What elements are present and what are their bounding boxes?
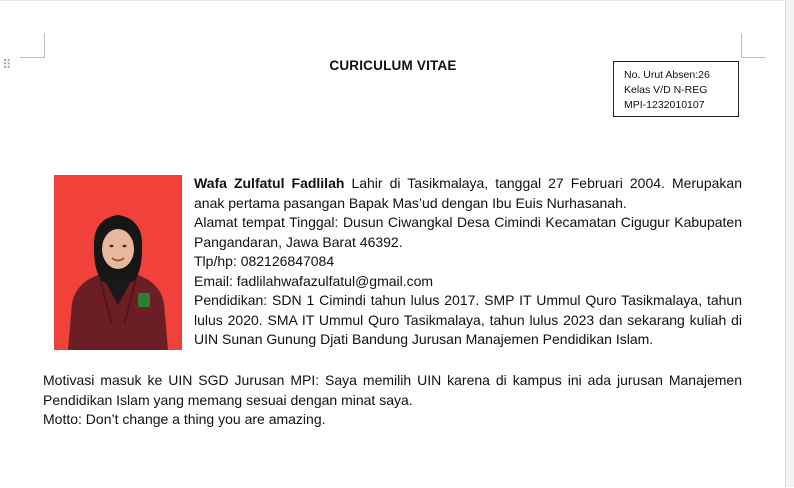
education-line: Pendidikan: SDN 1 Cimindi tahun lulus 2017. SMP IT Ummul Quro Tasikmalaya, tahun lulus 2020. SMA IT Ummul Quro Tasikmalaya, tahun lulus 2023 dan sekarang kuliah di UIN Sunan Gunung Djati Bandung Jurusan Manajemen Pendidikan Islam. bbox=[194, 292, 742, 347]
phone-line: Tlp/hp: 082126847084 bbox=[194, 253, 335, 269]
grip-dots-icon[interactable]: ⠿ bbox=[2, 57, 11, 72]
person-portrait-icon bbox=[54, 175, 182, 350]
person-name: Wafa Zulfatul Fadlilah bbox=[194, 175, 345, 191]
document-title: CURICULUM VITAE bbox=[329, 58, 457, 73]
motivation-line: Motivasi masuk ke UIN SGD Jurusan MPI: Saya memilih UIN karena di kampus ini ada jurusan Manajemen Pendidikan Islam yang memang sesuai dengan minat saya. bbox=[43, 372, 742, 408]
address-line: Alamat tempat Tinggal: Dusun Ciwangkal Desa Cimindi Kecamatan Cigugur Kabupaten Pangandaran, Jawa Barat 46392. bbox=[194, 214, 742, 250]
email-line: Email: fadlilahwafazulfatul@gmail.com bbox=[194, 272, 434, 289]
class-label: Kelas V/D N-REG bbox=[624, 84, 708, 96]
bio-section bbox=[194, 174, 742, 350]
student-id: MPI-1232010107 bbox=[624, 99, 705, 111]
profile-photo[interactable] bbox=[54, 175, 182, 350]
motto-line: Motto: Don’t change a thing you are amazing. bbox=[43, 411, 326, 427]
margin-corner-top-right bbox=[741, 33, 766, 58]
birth-info: Lahir di Tasikmalaya, tanggal 27 Februari 2004. Merupakan anak pertama pasangan Bapak Mas’ud dengan Ibu Euis Nurhasanah. bbox=[194, 175, 742, 211]
absen-text-box[interactable] bbox=[613, 61, 739, 117]
absen-number: No. Urut Absen:26 bbox=[624, 69, 710, 81]
bio-intro bbox=[194, 174, 742, 213]
vertical-scrollbar[interactable] bbox=[785, 0, 794, 487]
margin-corner-top-left bbox=[20, 33, 45, 58]
motivation-section bbox=[43, 371, 742, 430]
